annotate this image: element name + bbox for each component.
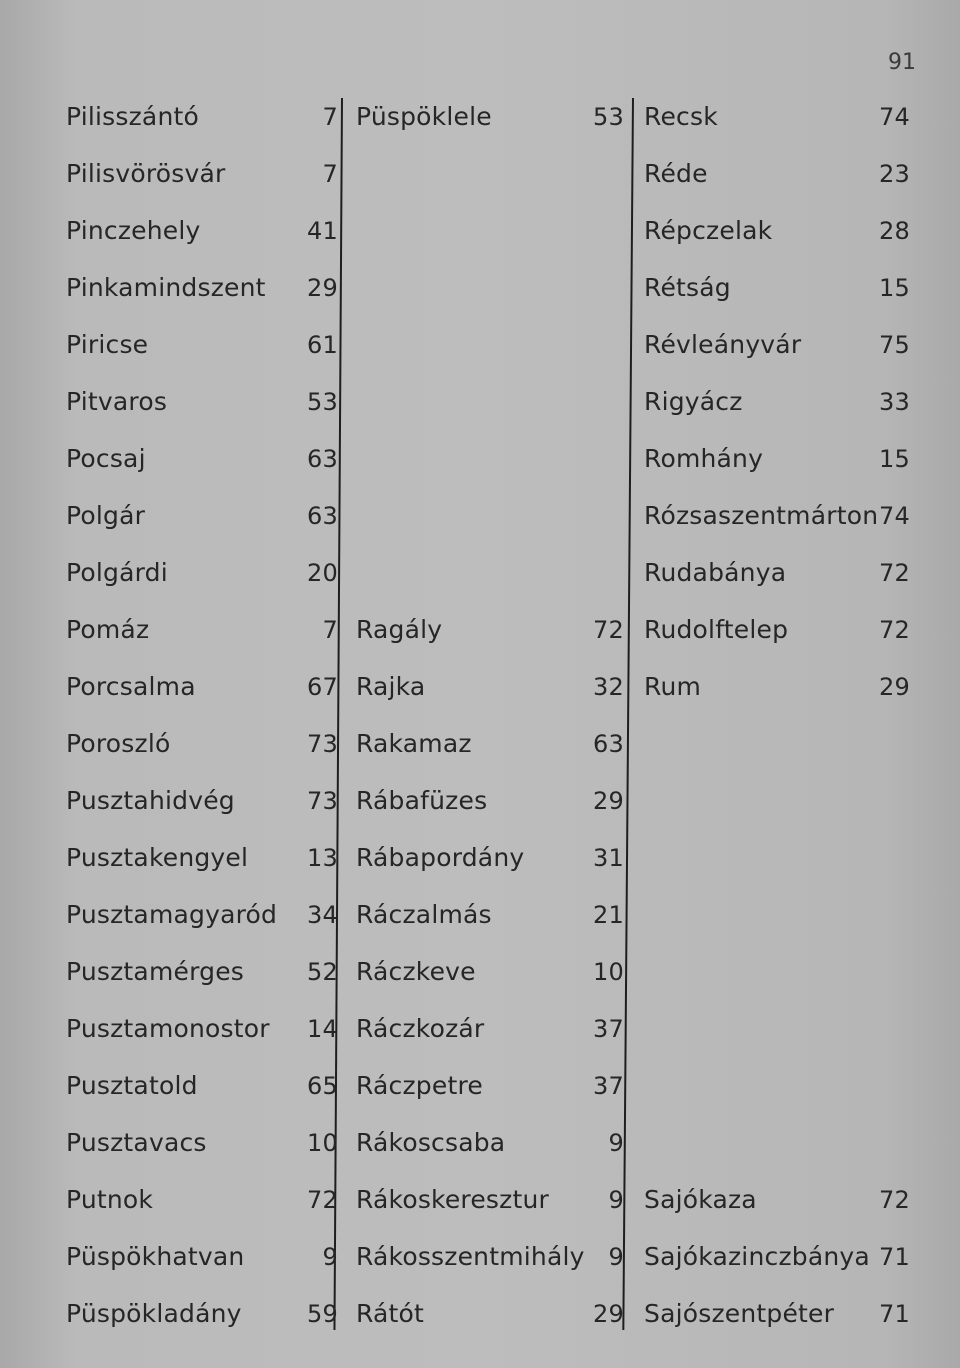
- place-name: Ráczpetre: [356, 1071, 483, 1100]
- place-name: Rigyácz: [644, 387, 743, 416]
- page-ref: 74: [879, 103, 910, 131]
- blank-row: [624, 1057, 920, 1114]
- page-ref: 7: [322, 103, 338, 131]
- page-ref: 15: [879, 274, 910, 302]
- index-entry: [44, 373, 344, 430]
- index-entry: [624, 430, 920, 487]
- place-name: Rajka: [356, 672, 426, 701]
- place-name: Polgár: [66, 501, 146, 530]
- blank-row: [624, 943, 920, 1000]
- place-name: Ráczalmás: [356, 900, 492, 929]
- index-entry: [624, 145, 920, 202]
- page-ref: 9: [322, 1243, 338, 1271]
- place-name: Rákoscsaba: [356, 1128, 506, 1157]
- place-name: Püspökhatvan: [66, 1242, 245, 1271]
- index-entry: [624, 544, 920, 601]
- blank-row: [336, 487, 630, 544]
- index-entry: [336, 1228, 630, 1285]
- page-ref: 29: [307, 274, 338, 302]
- page-ref: 67: [307, 673, 338, 701]
- page-ref: 72: [593, 616, 624, 644]
- page-ref: 9: [608, 1129, 624, 1157]
- place-name: Porcsalma: [66, 672, 196, 701]
- page-ref: 63: [307, 502, 338, 530]
- place-name: Ráczkeve: [356, 957, 476, 986]
- place-name: Pilisszántó: [66, 102, 199, 131]
- blank-row: [336, 202, 630, 259]
- index-entry: [44, 259, 344, 316]
- page-ref: 73: [307, 730, 338, 758]
- index-entry: [624, 88, 920, 145]
- place-name: Rábafüzes: [356, 786, 488, 815]
- place-name: Püspöklele: [356, 102, 492, 131]
- index-entry: [336, 772, 630, 829]
- place-name: Rákosszentmihály: [356, 1242, 585, 1271]
- page-ref: 29: [593, 787, 624, 815]
- blank-row: [336, 373, 630, 430]
- index-entry: [44, 88, 344, 145]
- index-entry: [336, 886, 630, 943]
- index-entry: [336, 943, 630, 1000]
- blank-row: [624, 1000, 920, 1057]
- page-ref: 41: [307, 217, 338, 245]
- page-ref: 63: [307, 445, 338, 473]
- place-name: Réde: [644, 159, 708, 188]
- place-name: Pinkamindszent: [66, 273, 266, 302]
- index-entry: [44, 1285, 344, 1342]
- index-entry: [44, 829, 344, 886]
- index-entry: [336, 658, 630, 715]
- page-ref: 53: [307, 388, 338, 416]
- place-name: Sajókaza: [644, 1185, 757, 1214]
- page-ref: 9: [608, 1243, 624, 1271]
- place-name: Pusztamonostor: [66, 1014, 270, 1043]
- index-entry: [44, 430, 344, 487]
- index-entry: [624, 1228, 920, 1285]
- index-entry: [44, 1000, 344, 1057]
- page-ref: 29: [593, 1300, 624, 1328]
- index-entry: [336, 1171, 630, 1228]
- place-name: Ragály: [356, 615, 443, 644]
- page-ref: 61: [307, 331, 338, 359]
- index-entry: [44, 658, 344, 715]
- place-name: Révleányvár: [644, 330, 802, 359]
- place-name: Rudabánya: [644, 558, 787, 587]
- place-name: Putnok: [66, 1185, 154, 1214]
- index-entry: [624, 487, 920, 544]
- page-ref: 10: [307, 1129, 338, 1157]
- index-column-3: [624, 88, 920, 1342]
- page-ref: 52: [307, 958, 338, 986]
- index-entry: [44, 1057, 344, 1114]
- page-ref: 21: [593, 901, 624, 929]
- place-name: Piricse: [66, 330, 149, 359]
- page-ref: 28: [879, 217, 910, 245]
- page-ref: 34: [307, 901, 338, 929]
- page-ref: 71: [879, 1243, 910, 1271]
- place-name: Pusztakengyel: [66, 843, 249, 872]
- place-name: Pusztatold: [66, 1071, 198, 1100]
- place-name: Püspökladány: [66, 1299, 242, 1328]
- page-ref: 72: [879, 1186, 910, 1214]
- page-ref: 15: [879, 445, 910, 473]
- blank-row: [336, 259, 630, 316]
- place-name: Rakamaz: [356, 729, 472, 758]
- index-column-2: [336, 88, 630, 1342]
- page-number: 91: [888, 50, 916, 75]
- page-ref: 31: [593, 844, 624, 872]
- index-entry: [336, 1285, 630, 1342]
- blank-row: [336, 316, 630, 373]
- place-name: Rátót: [356, 1299, 425, 1328]
- place-name: Rudolftelep: [644, 615, 789, 644]
- index-entry: [44, 886, 344, 943]
- place-name: Pusztahidvég: [66, 786, 235, 815]
- page-ref: 9: [608, 1186, 624, 1214]
- place-name: Répczelak: [644, 216, 773, 245]
- page-ref: 71: [879, 1300, 910, 1328]
- page-ref: 7: [322, 616, 338, 644]
- place-name: Pinczehely: [66, 216, 201, 245]
- index-entry: [624, 1171, 920, 1228]
- index-entry: [624, 373, 920, 430]
- blank-row: [624, 886, 920, 943]
- page-ref: 72: [879, 559, 910, 587]
- index-entry: [624, 1285, 920, 1342]
- blank-row: [624, 772, 920, 829]
- place-name: Romhány: [644, 444, 764, 473]
- page-ref: 29: [879, 673, 910, 701]
- place-name: Rum: [644, 672, 702, 701]
- index-entry: [336, 829, 630, 886]
- place-name: Sajókazinczbánya: [644, 1242, 870, 1271]
- place-name: Pusztamérges: [66, 957, 244, 986]
- page-ref: 37: [593, 1015, 624, 1043]
- page-ref: 74: [879, 502, 910, 530]
- page-ref: 63: [593, 730, 624, 758]
- blank-row: [624, 715, 920, 772]
- index-entry: [624, 601, 920, 658]
- index-entry: [624, 202, 920, 259]
- index-entry: [44, 544, 344, 601]
- index-entry: [44, 316, 344, 373]
- page-ref: 10: [593, 958, 624, 986]
- page-ref: 20: [307, 559, 338, 587]
- page-ref: 13: [307, 844, 338, 872]
- page-ref: 14: [307, 1015, 338, 1043]
- index-entry: [44, 715, 344, 772]
- place-name: Rétság: [644, 273, 731, 302]
- place-name: Poroszló: [66, 729, 171, 758]
- page-ref: 59: [307, 1300, 338, 1328]
- place-name: Pitvaros: [66, 387, 168, 416]
- blank-row: [624, 829, 920, 886]
- index-entry: [624, 316, 920, 373]
- index-entry: [336, 1057, 630, 1114]
- blank-row: [336, 430, 630, 487]
- index-entry: [44, 202, 344, 259]
- index-entry: [44, 1171, 344, 1228]
- page-ref: 32: [593, 673, 624, 701]
- page-ref: 72: [307, 1186, 338, 1214]
- place-name: Ráczkozár: [356, 1014, 485, 1043]
- index-entry: [44, 145, 344, 202]
- index-entry: [44, 487, 344, 544]
- place-name: Pomáz: [66, 615, 150, 644]
- page-ref: 75: [879, 331, 910, 359]
- index-entry: [44, 943, 344, 1000]
- index-entry: [336, 1114, 630, 1171]
- page-ref: 53: [593, 103, 624, 131]
- place-name: Rábapordány: [356, 843, 525, 872]
- index-entry: [44, 1114, 344, 1171]
- index-entry: [624, 658, 920, 715]
- page-ref: 33: [879, 388, 910, 416]
- blank-row: [624, 1114, 920, 1171]
- place-name: Pusztavacs: [66, 1128, 207, 1157]
- place-name: Pocsaj: [66, 444, 146, 473]
- index-entry: [336, 715, 630, 772]
- place-name: Rákoskeresztur: [356, 1185, 549, 1214]
- place-name: Sajószentpéter: [644, 1299, 835, 1328]
- index-entry: [624, 259, 920, 316]
- index-entry: [336, 88, 630, 145]
- place-name: Polgárdi: [66, 558, 168, 587]
- place-name: Pusztamagyaród: [66, 900, 278, 929]
- blank-row: [336, 544, 630, 601]
- index-entry: [44, 601, 344, 658]
- index-column-1: [44, 88, 344, 1342]
- page-ref: 37: [593, 1072, 624, 1100]
- place-name: Pilisvörösvár: [66, 159, 226, 188]
- place-name: Rózsaszentmárton: [644, 501, 879, 530]
- page-ref: 23: [879, 160, 910, 188]
- page-ref: 7: [322, 160, 338, 188]
- blank-row: [336, 145, 630, 202]
- index-entry: [44, 772, 344, 829]
- index-entry: [336, 1000, 630, 1057]
- page-ref: 72: [879, 616, 910, 644]
- index-entry: [336, 601, 630, 658]
- page-ref: 65: [307, 1072, 338, 1100]
- page-ref: 73: [307, 787, 338, 815]
- index-entry: [44, 1228, 344, 1285]
- place-name: Recsk: [644, 102, 718, 131]
